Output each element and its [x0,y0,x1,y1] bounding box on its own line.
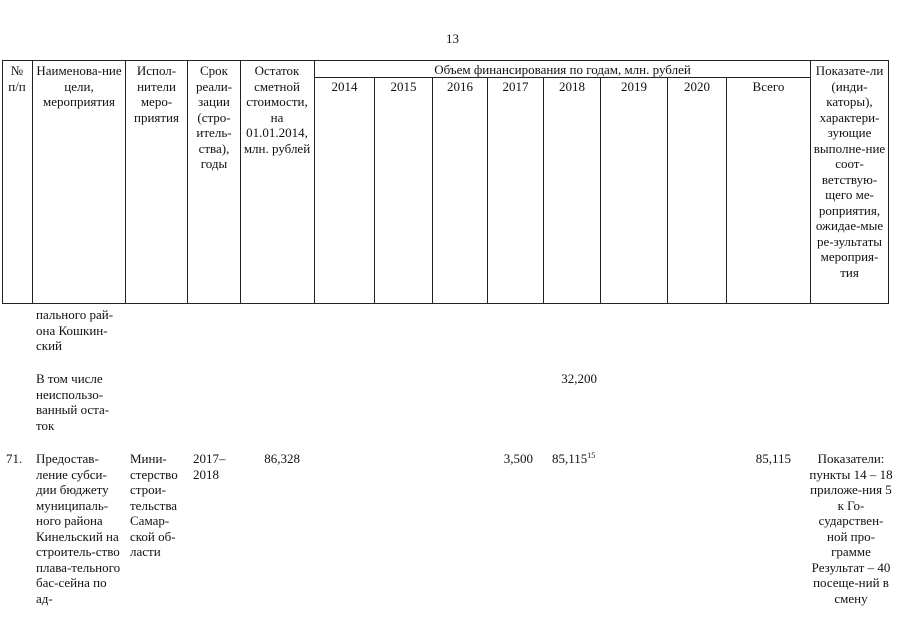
row-71-executor: Мини-стерство строи-тельства Самар-ской об-ласти [130,451,178,559]
header-col-term: Срок реали-зации (стро-итель-ства), годы [195,63,233,171]
col-border-11 [667,77,668,304]
header-total: Всего [752,79,785,94]
col-border-13 [810,60,811,304]
header-year-2019: 2019 [621,79,647,94]
including-row-name: В том числе неиспользо-ванный оста-ток [36,371,110,433]
header-year-2014: 2014 [331,79,358,94]
col-border-10 [600,77,601,304]
table-header-bottom-border [2,303,889,304]
row-71-2018-value [552,451,600,467]
including-row-2018-value: 32,200 [561,371,597,386]
col-border-0 [2,60,3,304]
col-border-5 [314,60,315,304]
row-71-number: 71. [6,451,23,466]
header-col-indicators: Показате-ли (инди-каторы), характери-зующие выполне-ние соот-ветствую-щего ме-роприятия, ожидае-мые ре-зультаты мероприя-тия [813,63,886,280]
row-71-indicators: Показатели: пункты 14 – 18 приложе-ния 5 к Го-сударствен-ной про-грамме Результат – 40 посеще-ний в смену [809,451,893,606]
header-year-2015: 2015 [390,79,417,94]
col-border-14 [888,60,889,304]
col-border-9 [543,77,544,304]
header-year-2018: 2018 [559,79,585,94]
col-border-2 [125,60,126,304]
header-col-number: № п/п [8,63,26,94]
col-border-6 [374,77,375,304]
header-year-2016: 2016 [447,79,473,94]
row-71-term: 2017–2018 [193,451,226,482]
header-col-name: Наименова-ние цели, мероприятия [36,63,122,109]
col-border-7 [432,77,433,304]
row-71-2018-footnote: 15 [587,451,596,460]
col-border-1 [32,60,33,304]
page-number: 13 [446,31,459,46]
header-col-executor: Испол-нители меро-приятия [133,63,179,125]
row-71-name: Предостав-ление субси-дии бюджету муниципаль-ного района Кинельский на строитель-ство плава-тельного бас-сейна по ад- [36,451,121,606]
row-71-2018-amount: 85,115 [552,451,588,466]
row-71-total: 85,115 [755,451,791,466]
row-71-remain: 86,328 [264,451,300,466]
header-year-2017: 2017 [502,79,529,94]
row-71-2017-value: 3,500 [503,451,533,466]
table-top-border [2,60,889,61]
col-border-3 [187,60,188,304]
col-border-8 [487,77,488,304]
header-col-remain: Остаток сметной стоимости, на 01.01.2014, млн. рублей [243,63,311,156]
col-border-4 [240,60,241,304]
header-col-volume: Объем финансирования по годам, млн. рублей [434,62,691,77]
header-year-2020: 2020 [684,79,710,94]
col-border-12 [726,77,727,304]
continuation-row-name: пального рай-она Кошкин-ский [36,307,114,353]
